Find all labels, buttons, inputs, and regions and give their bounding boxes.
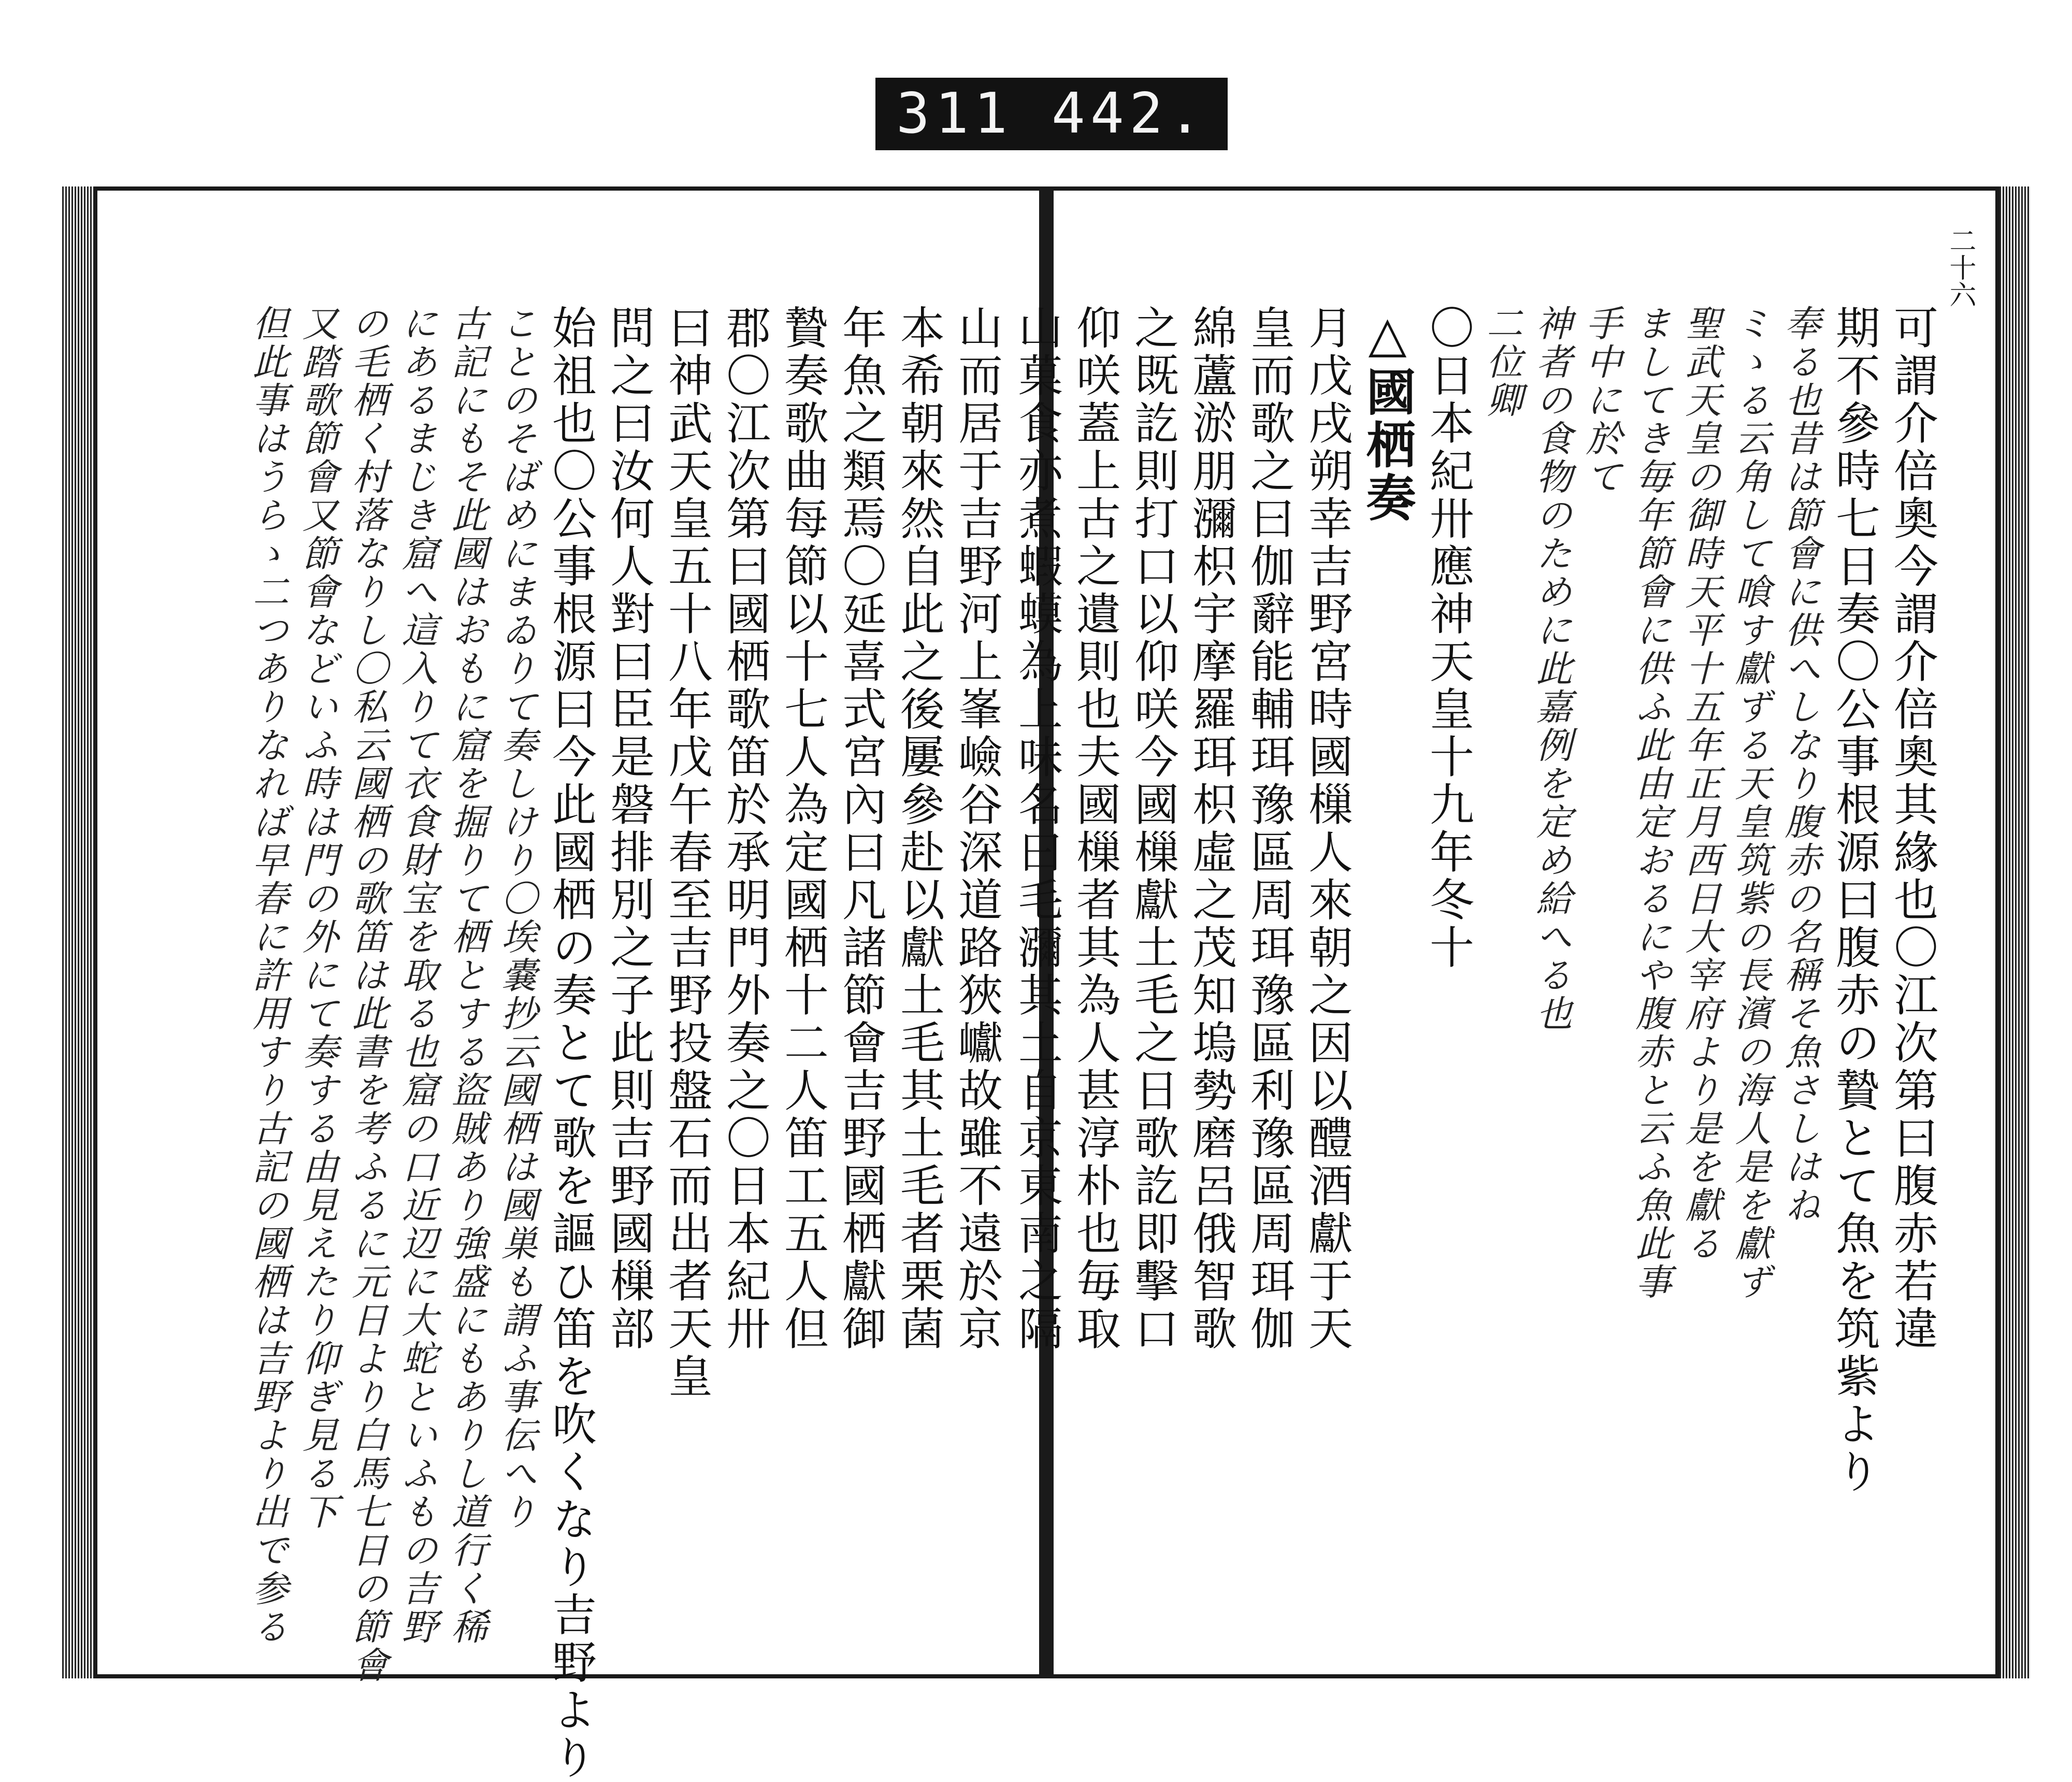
right-line: 月戊戌朔幸吉野宮時國樔人來朝之因以醴酒獻于天 (1301, 305, 1352, 1353)
right-handwritten-note: 手中に於て (1580, 305, 1622, 496)
section-heading: △國栖奏 (1358, 305, 1417, 525)
catalog-number-left: 311 (896, 81, 1013, 146)
right-line: 綿蘆淤朋瀰枳宇摩羅珥枳虛之茂知塢勢磨呂俄智歌 (1185, 305, 1236, 1353)
right-line: 〇日本紀卅應神天皇十九年冬十 (1422, 305, 1474, 972)
right-line: 山菓食亦煮蝦蟆為上味名曰毛瀰其土自京東南之隔 (1011, 305, 1062, 1353)
right-page-text (1011, 305, 1938, 1589)
open-book (93, 186, 1999, 1782)
left-line: 本希朝來然自此之後屢參赴以獻土毛其土毛者栗菌 (893, 305, 944, 1353)
catalog-number-right: 442. (1051, 81, 1207, 146)
right-line: 仰咲蓋上古之遺則也夫國樔者其為人甚淳朴也毎取 (1069, 305, 1120, 1353)
page-edge-left (62, 186, 93, 1678)
left-page (93, 186, 1041, 1782)
right-page (1011, 186, 1999, 1678)
left-handwritten-note: の毛栖く村落なりし〇私云國栖の歌笛は此書を考ふるに元日より白馬七日の節會 (346, 305, 388, 1685)
right-handwritten-note: 神者の食物のために此嘉例を定め給へる也 (1530, 305, 1573, 1033)
right-handwritten-note: ましてき毎年節會に供ふ此由定おるにや腹赤と云ふ魚此事 (1630, 305, 1672, 1301)
right-handwritten-note: 奉る也昔は節會に供へしなり腹赤の名稱そ魚さしはね (1779, 305, 1821, 1225)
left-page-text (149, 305, 1002, 1782)
left-line: 年魚之類焉〇延喜式宮內曰凡諸節會吉野國栖獻御 (834, 305, 886, 1353)
right-handwritten-note: ミゝる云角して喰す獻ずる天皇筑紫の長濱の海人是を獻ず (1729, 305, 1772, 1301)
left-handwritten-note: 但此事はうらゝ二つありなれば早春に許用すり古記の國栖は吉野より出で参る (247, 305, 289, 1646)
page-edge-right (1999, 186, 2031, 1678)
right-handwritten-note: 二位卿 (1480, 305, 1523, 420)
right-line: 期不參時七日奏〇公事根源曰腹赤の贄とて魚を筑紫より (1828, 305, 1880, 1496)
right-handwritten-note: 聖武天皇の御時天平十五年正月西日大宰府より是を獻る (1679, 305, 1722, 1263)
left-line: 贄奏歌曲每節以十七人為定國栖十二人笛工五人但 (776, 305, 828, 1353)
left-line: 郡〇江次第曰國栖歌笛於承明門外奏之〇日本紀卅 (718, 305, 770, 1353)
catalog-number-label (875, 78, 1228, 150)
right-line: 之既訖則打口以仰咲今國樔獻土毛之日歌訖即擊口 (1127, 305, 1178, 1353)
left-line: 問之曰汝何人對曰臣是磐排別之子此則吉野國樔部 (602, 305, 654, 1353)
right-line: 可謂介倍奧今謂介倍奧其緣也〇江次第曰腹赤若違 (1886, 305, 1938, 1353)
left-handwritten-note: ことのそばめにまゐりて奏しけり〇埃嚢抄云國栖は國巣も謂ふ事伝へり (495, 305, 538, 1531)
left-handwritten-note: 又踏歌節會又節會などいふ時は門の外にて奏する由見えたり仰ぎ見る下 (296, 305, 339, 1531)
left-line: 曰神武天皇五十八年戊午春至吉野投盤石而出者天皇 (660, 305, 712, 1401)
right-line: 皇而歌之曰伽辭能輔珥豫區周珥豫區利豫區周珥伽 (1243, 305, 1294, 1353)
page-number: 二十六 (1945, 227, 1976, 308)
left-line: 山而居于吉野河上峯嶮谷深道路狹巘故雖不遠於京 (951, 305, 1002, 1353)
left-handwritten-note: にあるまじき窟へ這入りて衣食財宝を取る也窟の口近辺に大蛇といふもの吉野 (396, 305, 438, 1646)
left-line: 始祖也〇公事根源曰今此國栖の奏とて歌を謳ひ笛を吹くなり吉野より (544, 305, 596, 1782)
left-handwritten-note: 古記にもそ此國はおもに窟を掘りて栖とする盜賊あり強盛にもありし道行く稀 (445, 305, 488, 1646)
